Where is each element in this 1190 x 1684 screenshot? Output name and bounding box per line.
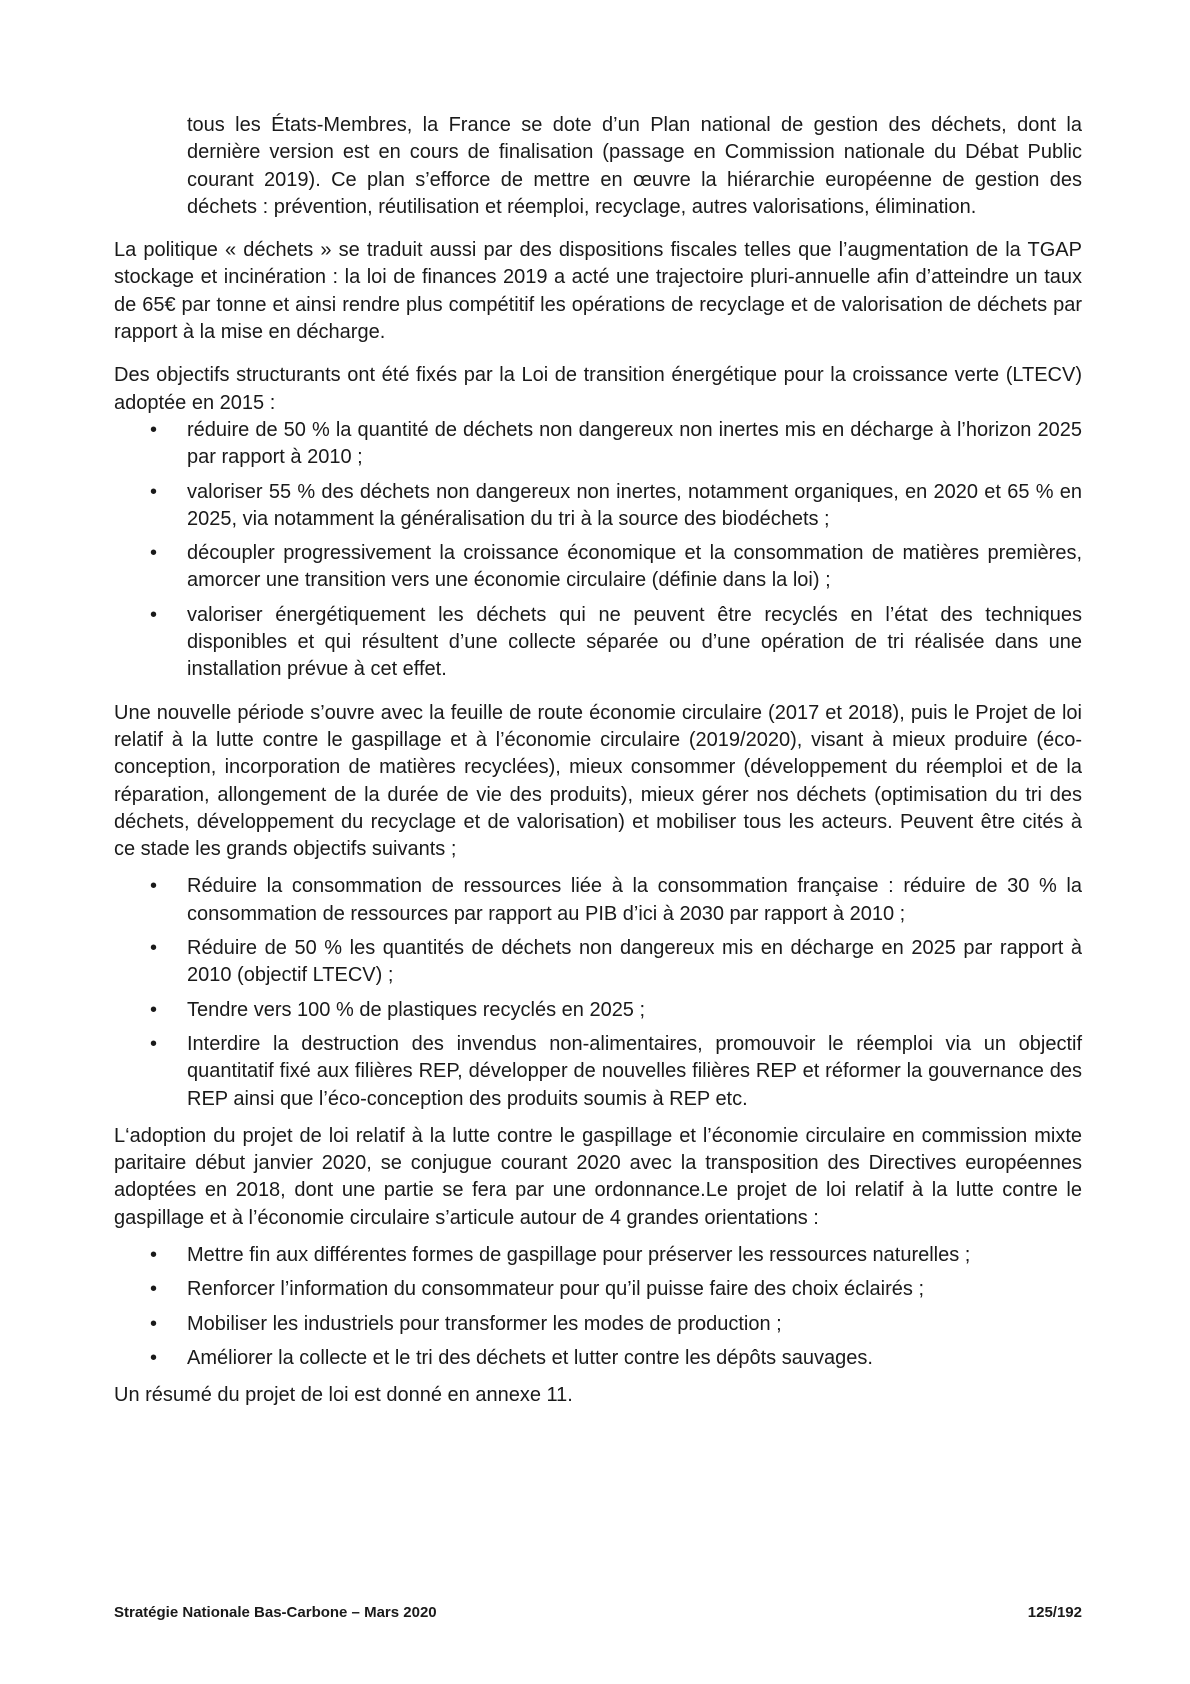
bullet-icon: •: [150, 480, 158, 503]
bullet-icon: •: [150, 1243, 158, 1266]
bullet-icon: •: [150, 1312, 158, 1335]
page-number: 125/192: [1027, 1604, 1082, 1621]
list-item: • découpler progressivement la croissance économique et la consommation de matières premières, amorcer une transition vers une économie circulaire (définie dans la loi) ;: [150, 542, 1082, 592]
orientations-list: [114, 1242, 1082, 1372]
list-item: • Renforcer l’information du consommateur pour qu’il puisse faire des choix éclairés ;: [114, 1276, 1082, 1303]
list-item: • Mobiliser les industriels pour transformer les modes de production ;: [114, 1311, 1082, 1338]
adoption-paragraph: L‘adoption du projet de loi relatif à la lutte contre le gaspillage et l’économie circulaire en commission mixte paritaire début janvier 2020, se conjugue courant 2020 avec la transposition des Directives européennes adoptées en 2018, dont une partie se fera par une ordonnance.Le projet de loi relatif à la lutte contre le gaspillage et à l’économie circulaire s’articule autour de 4 grandes orientations :: [114, 1124, 1082, 1229]
periode-paragraph: Une nouvelle période s’ouvre avec la feuille de route économie circulaire (2017 et 2018), puis le Projet de loi relatif à la lutte contre le gaspillage et à l’économie circulaire (2019/2020), visant à mieux produire (éco-conception, incorporation de matières recyclées), mieux consommer (développement du réemploi et de la réparation, allongement de la durée de vie des produits), mieux gérer nos déchets (optimisation du tri des déchets, développement du recyclage et de valorisation) et mobiliser tous les acteurs. Peuvent être cités à ce stade les grands objectifs suivants ;: [114, 701, 1082, 861]
objectifs-list: [114, 873, 1082, 1112]
bullet-icon: •: [150, 1278, 158, 1301]
list-item: • valoriser énergétiquement les déchets qui ne peuvent être recyclés en l’état des techniques disponibles et qui résultent d’une collecte séparée ou d’une opération de tri réalisée dans une installation prévue à cet effet.: [150, 603, 1082, 681]
resume-paragraph: Un résumé du projet de loi est donné en annexe 11.: [114, 1384, 573, 1407]
list-item: • valoriser 55 % des déchets non dangereux non inertes, notamment organiques, en 2020 et 65 % en 2025, via notamment la généralisation du tri à la source des biodéchets ;: [150, 480, 1082, 530]
footer-title: Stratégie Nationale Bas-Carbone – Mars 2020: [114, 1604, 437, 1621]
ltecv-paragraph: Des objectifs structurants ont été fixés par la Loi de transition énergétique pour la croissance verte (LTECV) adoptée en 2015 :: [114, 364, 1082, 414]
bullet-icon: •: [150, 998, 158, 1021]
list-item: • Réduire de 50 % les quantités de déchets non dangereux mis en décharge en 2025 par rapport à 2010 (objectif LTECV) ;: [150, 937, 1082, 987]
list-item: • Interdire la destruction des invendus non-alimentaires, promouvoir le réemploi via un objectif quantitatif fixé aux filières REP, développer de nouvelles filières REP et réformer la gouvernance des REP ainsi que l’éco-conception des produits soumis à REP etc.: [150, 1032, 1082, 1110]
ltecv-list: [114, 417, 1082, 684]
intro-paragraph: tous les États-Membres, la France se dote d’un Plan national de gestion des déchets, dont la dernière version est en cours de finalisation (passage en Commission nationale du Débat Public courant 2019). Ce plan s’efforce de mettre en œuvre la hiérarchie européenne de gestion des déchets : prévention, réutilisation et réemploi, recyclage, autres valorisations, élimination.: [187, 114, 1082, 218]
list-item: • Tendre vers 100 % de plastiques recyclés en 2025 ;: [114, 997, 1082, 1024]
list-item: • Mettre fin aux différentes formes de gaspillage pour préserver les ressources naturelles ;: [114, 1242, 1082, 1269]
tgap-paragraph: La politique « déchets » se traduit aussi par des dispositions fiscales telles que l’augmentation de la TGAP stockage et incinération : la loi de finances 2019 a acté une trajectoire pluri-annuelle afin d’atteindre un taux de 65€ par tonne et ainsi rendre plus compétitif les opérations de recyclage et de valorisation de déchets par rapport à la mise en décharge.: [114, 239, 1082, 344]
bullet-icon: •: [150, 875, 158, 898]
bullet-icon: •: [150, 542, 158, 565]
bullet-icon: •: [150, 1346, 158, 1369]
list-item: • réduire de 50 % la quantité de déchets non dangereux non inertes mis en décharge à l’horizon 2025 par rapport à 2010 ;: [150, 418, 1082, 469]
page-footer: [114, 1604, 1082, 1621]
bullet-icon: •: [150, 1032, 158, 1055]
list-item: • Améliorer la collecte et le tri des déchets et lutter contre les dépôts sauvages.: [114, 1345, 1082, 1372]
bullet-icon: •: [150, 603, 158, 626]
document-body: [114, 112, 1082, 1409]
bullet-icon: •: [150, 937, 158, 960]
bullet-icon: •: [150, 418, 158, 441]
list-item: • Réduire la consommation de ressources liée à la consommation française : réduire de 30 % la consommation de ressources par rapport au PIB d’ici à 2030 par rapport à 2010 ;: [150, 875, 1082, 925]
